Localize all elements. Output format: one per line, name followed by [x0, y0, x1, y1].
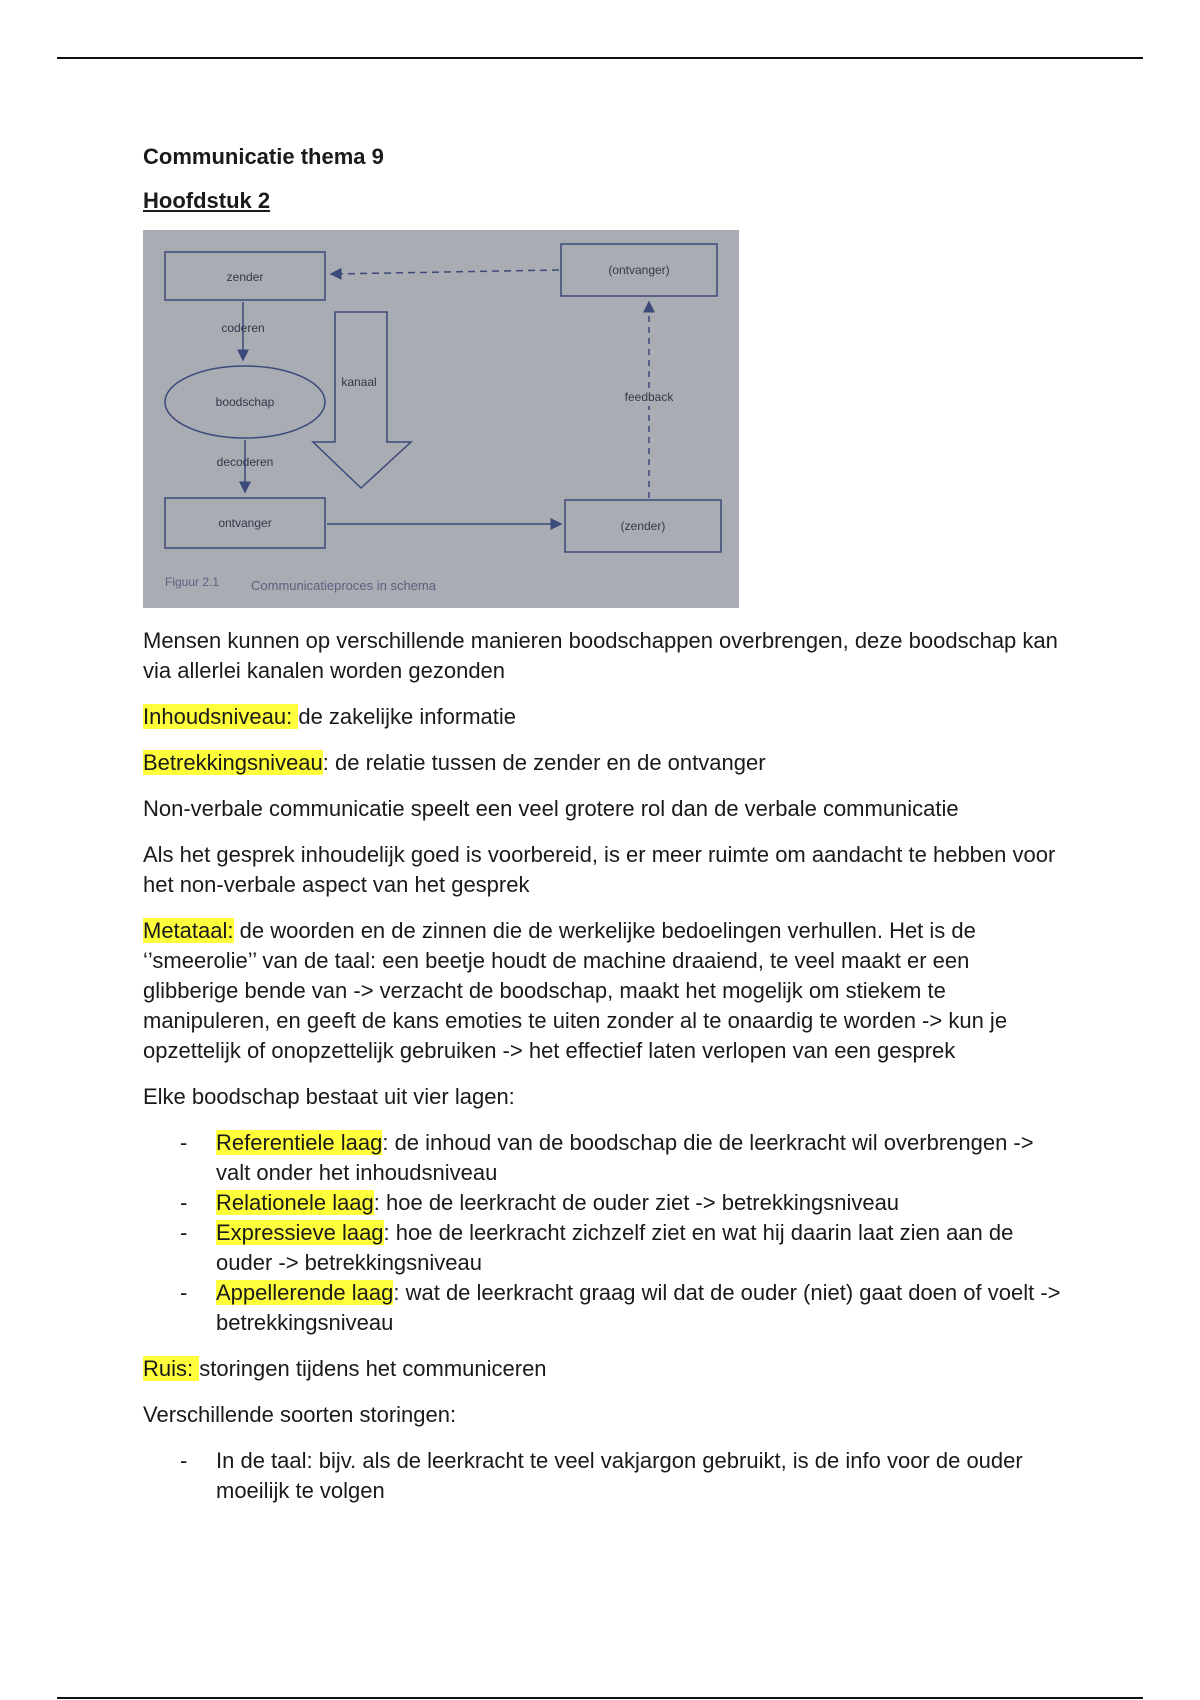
laag-term: Appellerende laag — [216, 1280, 394, 1305]
dash-bullet: - — [180, 1190, 188, 1215]
ruis-term: Ruis: — [143, 1356, 200, 1381]
ruis-text: storingen tijdens het communiceren — [199, 1356, 547, 1381]
boodschap-label: boodschap — [215, 395, 275, 409]
inhoudsniveau-term: Inhoudsniveau: — [143, 704, 299, 729]
chapter-heading: Hoofdstuk 2 — [143, 188, 271, 213]
storing-text: In de taal: bijv. als de leerkracht te veel vakjargon gebruikt, is de info voor de ouder moeilijk te volgen — [216, 1448, 1023, 1503]
list-item — [143, 1128, 1063, 1188]
inhoudsniveau-paragraph — [143, 702, 1063, 732]
coderen-label: coderen — [221, 321, 265, 335]
list-item — [143, 1188, 1063, 1218]
dash-bullet: - — [180, 1280, 188, 1305]
figure-number: Figuur 2.1 — [165, 575, 220, 589]
laag-text: : wat de leerkracht graag wil dat de ouder (niet) gaat doen of voelt -> betrekkingsniveau — [216, 1280, 1061, 1335]
diagram-svg — [143, 230, 739, 608]
lagen-list — [143, 1128, 1063, 1338]
inhoudsniveau-text: de zakelijke informatie — [298, 704, 517, 729]
feedback-label: feedback — [624, 390, 674, 404]
page-content — [143, 142, 1063, 1522]
gesprek-paragraph: Als het gesprek inhoudelijk goed is voorbereid, is er meer ruimte om aandacht te hebben voor het non-verbale aspect van het gesprek — [143, 842, 1056, 897]
communication-diagram — [143, 230, 739, 608]
kanaal-arrow — [313, 312, 411, 488]
list-item — [143, 1218, 1063, 1278]
nonverbaal-paragraph: Non-verbale communicatie speelt een veel grotere rol dan de verbale communicatie — [143, 796, 959, 821]
laag-term: Expressieve laag — [216, 1220, 384, 1245]
ontvanger-label: ontvanger — [218, 516, 272, 530]
metataal-text: de woorden en de zinnen die de werkelijke bedoelingen verhullen. Het is de ‘’smeerolie’’ van de taal: een beetje houdt de machine draaiend, te veel maakt er een glibberige bende van -> verzacht de boodschap, maakt het mogelijk om stiekem te manipuleren, en geeft de kans emoties te uiten zonder al te onaardig te worden -> kun je opzettelijk of onopzettelijk gebruiken -> het effectief laten verlopen van een gesprek — [143, 918, 1008, 1063]
intro-paragraph: Mensen kunnen op verschillende manieren boodschappen overbrengen, deze boodschap kan via allerlei kanalen worden gezonden — [143, 628, 1058, 683]
decoderen-label: decoderen — [216, 455, 274, 469]
ontvanger-top-label: (ontvanger) — [608, 263, 670, 277]
storingen-intro: Verschillende soorten storingen: — [143, 1402, 457, 1427]
ruis-paragraph — [143, 1354, 1063, 1384]
bottom-rule — [57, 1697, 1143, 1699]
betrekkingsniveau-term: Betrekkingsniveau — [143, 750, 323, 775]
zender-bottom-label: (zender) — [620, 519, 666, 533]
list-item — [143, 1446, 1063, 1506]
metataal-term: Metataal: — [143, 918, 234, 943]
return-arrow — [331, 270, 559, 274]
laag-text: : hoe de leerkracht zichzelf ziet en wat hij daarin laat zien aan de ouder -> betrekkingsniveau — [216, 1220, 1014, 1275]
betrekkingsniveau-paragraph — [143, 748, 1063, 778]
zender-label: zender — [226, 270, 264, 284]
laag-term: Referentiele laag — [216, 1130, 383, 1155]
kanaal-label: kanaal — [341, 375, 377, 389]
figure-caption: Communicatieproces in schema — [251, 578, 436, 593]
metataal-paragraph — [143, 916, 1063, 1066]
top-rule — [57, 57, 1143, 59]
laag-text: : hoe de leerkracht de ouder ziet -> betrekkingsniveau — [373, 1190, 900, 1215]
dash-bullet: - — [180, 1448, 188, 1473]
betrekkingsniveau-text: : de relatie tussen de zender en de ontvanger — [322, 750, 766, 775]
lagen-intro: Elke boodschap bestaat uit vier lagen: — [143, 1084, 515, 1109]
page-title: Communicatie thema 9 — [143, 144, 384, 169]
storingen-list — [143, 1446, 1063, 1506]
list-item — [143, 1278, 1063, 1338]
laag-text: : de inhoud van de boodschap die de leerkracht wil overbrengen -> valt onder het inhoudsniveau — [216, 1130, 1034, 1185]
dash-bullet: - — [180, 1130, 188, 1155]
dash-bullet: - — [180, 1220, 188, 1245]
laag-term: Relationele laag — [216, 1190, 374, 1215]
